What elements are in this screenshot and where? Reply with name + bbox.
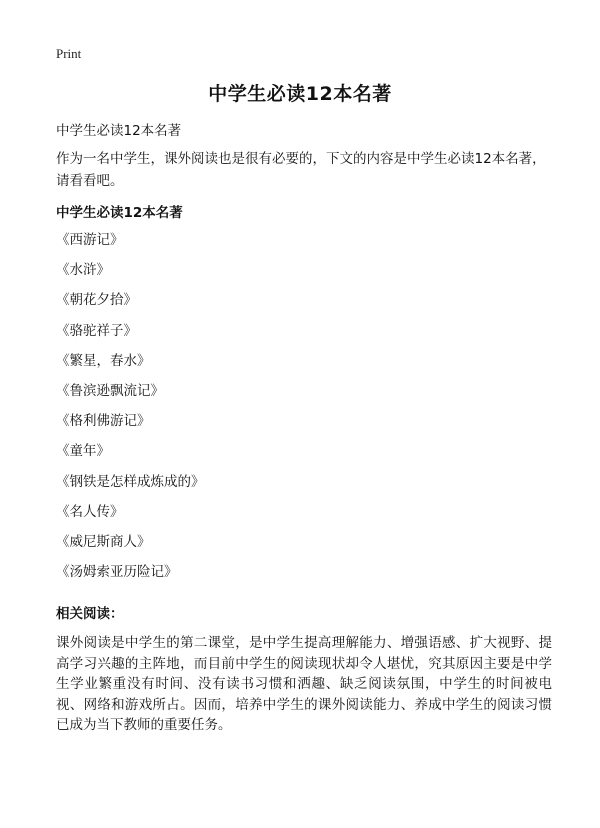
list-item: 《西游记》 <box>56 232 124 248</box>
list-item: 《朝花夕拾》 <box>56 292 137 309</box>
list-item: 《水浒》 <box>56 262 110 279</box>
subtitle: 中学生必读12本名著 <box>56 123 182 139</box>
book-list-heading: 中学生必读12本名著 <box>56 205 183 221</box>
list-item: 《汤姆索亚历险记》 <box>56 564 178 581</box>
list-item: 《名人传》 <box>56 503 124 520</box>
list-item: 《钢铁是怎样成炼成的》 <box>56 473 205 490</box>
page-title: 中学生必读12本名著 <box>208 83 392 105</box>
related-reading-heading: 相关阅读： <box>56 606 124 622</box>
list-item: 《骆驼祥子》 <box>56 322 137 339</box>
print-link[interactable]: Print <box>56 46 82 61</box>
book-list <box>56 230 205 592</box>
list-item: 《繁星，春水》 <box>56 352 151 369</box>
list-item: 《鲁滨逊飘流记》 <box>56 382 164 399</box>
list-item: 《威尼斯商人》 <box>56 533 151 550</box>
list-item: 《格利佛游记》 <box>56 413 151 430</box>
intro-paragraph: 作为一名中学生，课外阅读也是很有必要的，下文的内容是中学生必读12本名著，请看看吧。 <box>56 151 546 189</box>
related-reading-paragraph: 课外阅读是中学生的第二课堂，是中学生提高理解能力、增强语感、扩大视野、提高学习兴趣的主阵地，而目前中学生的阅读现状却令人堪忧，究其原因主要是中学生学业繁重没有时间、没有读书习惯和洒趣、缺乏阅读氛围，中学生的时间被电视、网络和游戏所占。因而，培养中学生的课外阅读能力、养成中学生的阅读习惯已成为当下教师的重要任务。 <box>56 635 552 733</box>
list-item: 《童年》 <box>56 443 110 460</box>
